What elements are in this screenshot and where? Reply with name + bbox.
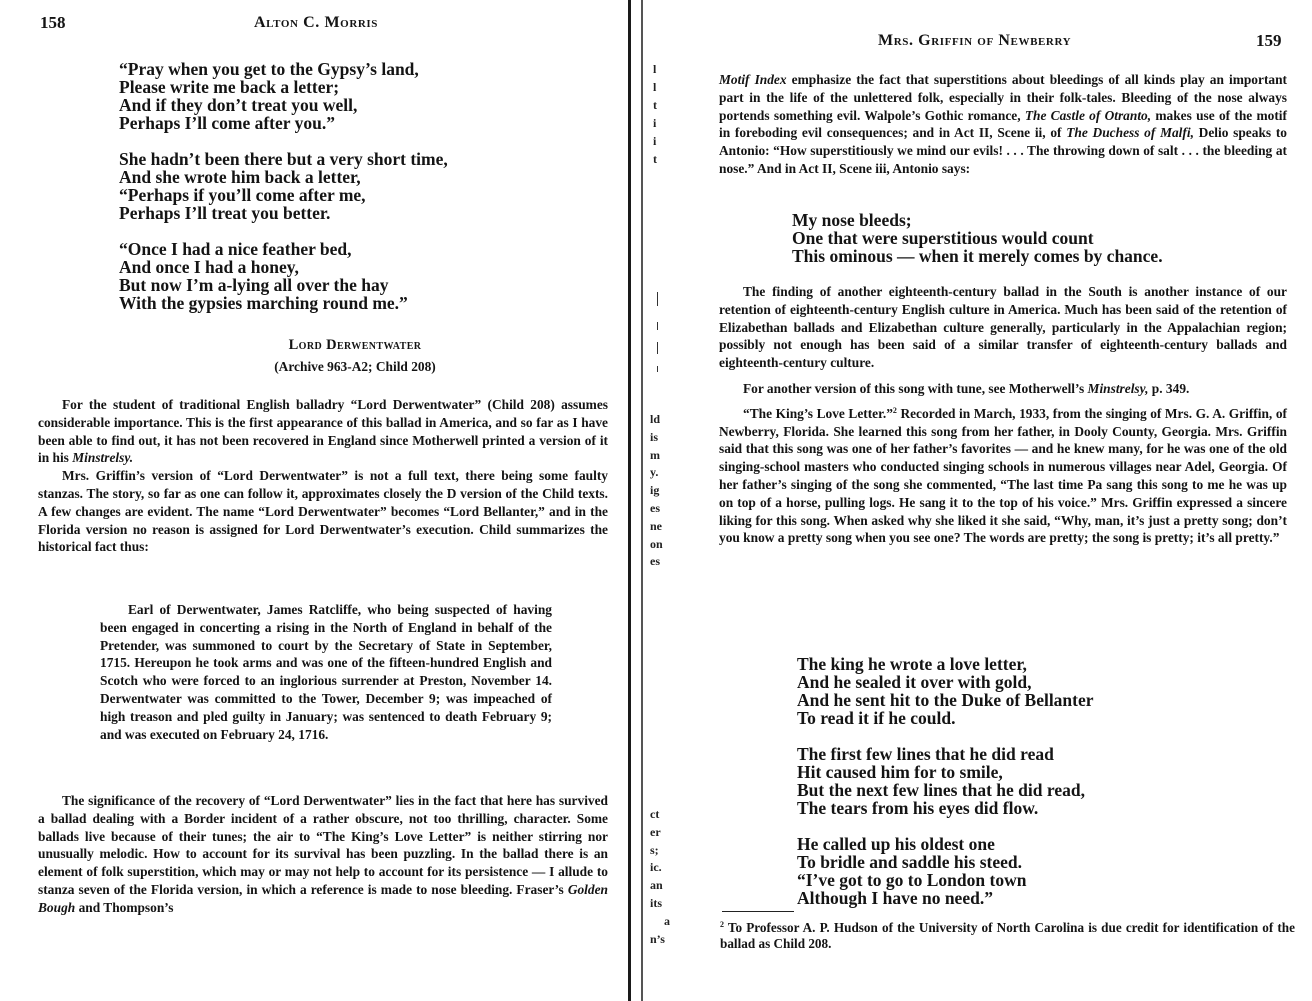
paragraph [38, 396, 608, 467]
gutter-fragment: ic. [650, 860, 662, 875]
footnote-rule [722, 911, 794, 912]
verse-line: The king he wrote a love letter, [797, 654, 1027, 674]
paragraph-text: Delio speaks to Antonio: “How superstitiously we mind our evils! . . . The throwing down of salt . . . the bleeding at nose.” And in Act II, Scene iii, Antonio says: [719, 125, 1287, 176]
paragraph-text: makes use of the motif in foreboding evil consequences; and in Act II, Scene ii, of [719, 107, 1287, 141]
gutter-mark [657, 292, 658, 306]
verse-line: And once I had a honey, [119, 257, 299, 277]
paragraph-text: emphasize the fact that superstitions about bleedings of all kinds play an important part in the life of the unlettered folk, especially in their folk-tales. Bleeding of the nose always portends something evil. Walpole’s Gothic romance, [719, 72, 1288, 123]
verse-line: Although I have no need.” [797, 888, 993, 908]
gutter-fragment: its [650, 895, 662, 910]
running-head-left: Alton C. Morris [254, 14, 379, 31]
page-number-right: 159 [1256, 31, 1282, 50]
book-title: Minstrelsy, [1087, 380, 1149, 396]
gutter-fragment: y. [650, 465, 659, 480]
paragraph-text: and Thompson’s [75, 899, 174, 915]
gutter-fragment: a [664, 913, 670, 928]
verse-line: “Pray when you get to the Gypsy’s land, [119, 59, 419, 79]
section-title: Lord Derwentwater [288, 337, 422, 353]
paragraph-text: Recorded in March, 1933, from the singing of Mrs. G. A. Griffin, of Newberry, Florida. She learned this song from her father, in Dooly County, Georgia. Mrs. Griffin said that this song was one of her father’s favorites — and he knew many, for he was one of the old singing-school masters who conducted singing schools in numerous villages near Adel, Georgia. Of her father’s singing of the song she commented, “The last time Pa sang this song to me he was up on top of a horse, pulling logs. He sang it to the top of his voice.” Mrs. Griffin expressed a sincere liking for this song. When asked why she liked it she said, “Why, man, it’s just a pretty song; don’t you know a pretty song when you see one? The words are pretty; the song is pretty; it’s all pretty.” [719, 405, 1287, 546]
paragraph-text: For another version of this song with tune, see Motherwell’s [743, 380, 1088, 396]
verse-line: He called up his oldest one [797, 834, 995, 854]
paragraph [38, 792, 608, 917]
verse-line: One that were superstitious would count [792, 228, 1094, 248]
gutter-fragments-middle [650, 411, 663, 571]
verse-stanza [119, 60, 448, 132]
book-title: Minstrelsy. [72, 450, 134, 466]
verse-line: Please write me back a letter; [119, 77, 340, 97]
paragraph-text: p. 349. [1148, 380, 1190, 396]
gutter-fragment: ig [650, 483, 660, 498]
book-title: Golden Bough [38, 881, 608, 915]
gutter-fragment: l [653, 80, 657, 94]
finding-paragraphs [719, 283, 1287, 547]
book-title: The Castle of Otranto, [1024, 107, 1152, 123]
book-gutter-edge [641, 0, 643, 1001]
gutter-fragment: i [653, 116, 657, 130]
gutter-fragment: ne [650, 518, 662, 533]
gutter-fragment: s; [650, 842, 659, 857]
footnote-marker: 2 [892, 405, 897, 415]
verse-line: She hadn’t been there but a very short time, [119, 149, 448, 169]
paragraph [719, 402, 1287, 547]
gutter-mark [657, 342, 658, 354]
verse-line: The first few lines that he did read [797, 744, 1054, 764]
running-head-right: Mrs. Griffin of Newberry [878, 32, 1072, 49]
gutter-fragment: an [650, 878, 663, 893]
ballad-stanza [797, 655, 1094, 727]
verse-stanza [119, 240, 448, 312]
ballad-stanza [797, 745, 1094, 817]
gutter-fragments-upper [653, 60, 657, 168]
verse-line: “I’ve got to go to London town [797, 870, 1027, 890]
verse-line: And he sealed it over with gold, [797, 672, 1032, 692]
verse-line: Perhaps I’ll come after you.” [119, 113, 335, 133]
quote-text: Earl of Derwentwater, James Ratcliffe, who being suspected of having been engaged in concerting a rising in the North of England in behalf of the Pretender, was summoned to court by the Secretary of State in September, 1715. Hereupon he took arms and was one of the fifteen-hundred English and Scotch who were forced to an inglorious surrender at Preston, November 14. Derwentwater was committed to the Tower, December 9; was impeached of high treason and pled guilty in January; was sentenced to death February 9; and was executed on February 24, 1716. [100, 602, 552, 742]
paragraph-text: “The King’s Love Letter.” [743, 405, 893, 421]
gutter-mark [657, 322, 658, 330]
book-title: Motif Index [719, 72, 787, 87]
book-gutter [628, 0, 631, 1001]
verse-line: With the gypsies marching round me.” [119, 293, 408, 313]
gutter-fragment: m [650, 447, 660, 462]
gutter-fragment: es [650, 554, 660, 569]
page-number-left: 158 [40, 13, 66, 32]
gutter-fragment: t [653, 98, 657, 112]
verse-line: This ominous — when it merely comes by chance. [792, 246, 1163, 266]
duchess-quote [792, 211, 1163, 265]
verse-line: And if they don’t treat you well, [119, 95, 358, 115]
motif-paragraph [719, 71, 1287, 178]
verse-line: Hit caused him for to smile, [797, 762, 1003, 782]
verse-line: My nose bleeds; [792, 210, 912, 230]
left-page [0, 0, 632, 1001]
gutter-fragment: on [650, 536, 663, 551]
gutter-fragment: n’s [650, 931, 665, 946]
gutter-fragment: ld [650, 412, 661, 426]
footnote [720, 917, 1295, 951]
block-quote-child [100, 601, 552, 743]
verse-line: “Perhaps if you’ll come after me, [119, 185, 366, 205]
gutter-fragment: es [650, 500, 660, 515]
paragraph: Mrs. Griffin’s version of “Lord Derwentwater” is not a full text, there being some faulty stanzas. The story, so far as one can follow it, approximates closely the D version of the Child texts. A few changes are evident. The name “Lord Derwentwater” becomes “Lord Bellanter,” and in the Florida version no reason is assigned for Lord Derwentwater’s execution. Child summarizes the historical fact thus: [38, 468, 608, 555]
verse-line: The tears from his eyes did flow. [797, 798, 1039, 818]
intro-paragraphs [38, 396, 608, 556]
ballad-stanza [797, 835, 1094, 907]
ballad-text [797, 655, 1094, 925]
paragraph-text: The significance of the recovery of “Lord Derwentwater” lies in the fact that here has survived a ballad dealing with a Border incident of a rather obscure, not too thrilling, character. Some ballads live because of their tunes; the air to “The King’s Love Letter” is neither stirring nor unusually melodic. How to account for its survival has been puzzling. In the ballad there is an element of folk superstition, which may or may not help to account for its persistence — I allude to stanza seven of the Florida version, in which a reference is made to nose bleeding. Fraser’s [38, 793, 608, 897]
book-title: The Duchess of Malfi, [1066, 125, 1194, 141]
verse-line: “Once I had a nice feather bed, [119, 239, 352, 259]
significance-paragraph [38, 792, 608, 917]
verse-line: To read it if he could. [797, 708, 956, 728]
verse-line: But now I’m a-lying all over the hay [119, 275, 389, 295]
verse-line: Perhaps I’ll treat you better. [119, 203, 331, 223]
paragraph [719, 380, 1287, 398]
gutter-fragment: is [650, 429, 659, 444]
paragraph-text: For the student of traditional English balladry “Lord Derwentwater” (Child 208) assumes considerable importance. This is the first appearance of this ballad in America, and so far as I have been able to find out, it has not been recovered in England since Motherwell printed a version of it in his [38, 397, 608, 466]
gutter-fragment: l [653, 62, 657, 76]
gutter-fragment: i [653, 134, 657, 148]
verse-gypsy [119, 60, 448, 330]
gutter-fragment: er [650, 824, 661, 839]
gutter-fragments-lower [650, 806, 670, 948]
verse-line: But the next few lines that he did read, [797, 780, 1085, 800]
verse-line: And she wrote him back a letter, [119, 167, 361, 187]
footnote-marker: 2 [720, 920, 724, 929]
section-subtitle: (Archive 963-A2; Child 208) [274, 359, 436, 374]
gutter-fragment: t [653, 152, 657, 166]
verse-line: And he sent hit to the Duke of Bellanter [797, 690, 1094, 710]
footnote-text: To Professor A. P. Hudson of the University of North Carolina is due credit for identification of the ballad as Child 208. [720, 920, 1295, 951]
verse-stanza [119, 150, 448, 222]
verse-line: To bridle and saddle his steed. [797, 852, 1022, 872]
gutter-mark [657, 366, 658, 372]
paragraph: The finding of another eighteenth-century ballad in the South is another instance of our retention of eighteenth-century English culture in America. Much has been said of the retention of Elizabethan ballads and Elizabethan culture generally, particularly in the Appalachian region; possibly not enough has been said of a similar transfer of eighteenth-century ballads and eighteenth-century culture. [719, 284, 1287, 371]
gutter-fragment: ct [650, 807, 660, 821]
paragraph [719, 71, 1287, 178]
